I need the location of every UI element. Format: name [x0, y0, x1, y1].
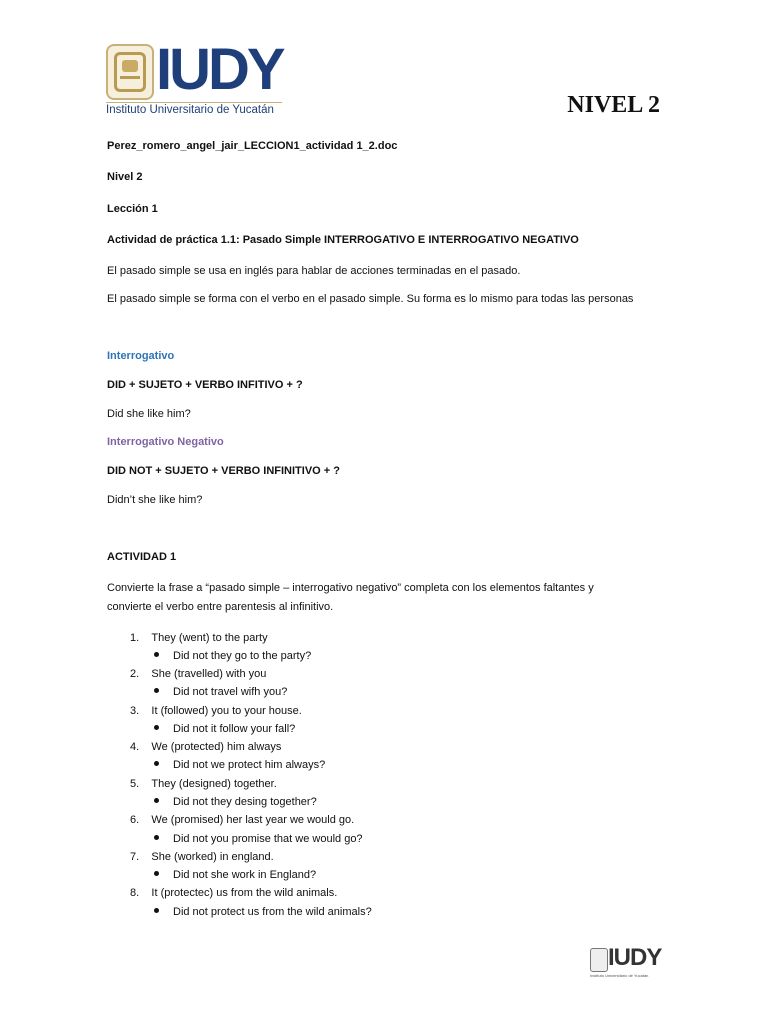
bullet-icon [154, 908, 159, 913]
actividad-instructions-1: Convierte la frase a “pasado simple – interrogativo negativo” completa con los elementos faltantes y [107, 582, 594, 594]
bullet-icon [154, 652, 159, 657]
list-item: 6. We (promised) her last year we would go. [130, 814, 355, 826]
list-item: 5. They (designed) together. [130, 778, 277, 790]
filename: Perez_romero_angel_jair_LECCION1_actividad 1_2.doc [107, 140, 398, 152]
list-item: 4. We (protected) him always [130, 741, 282, 753]
list-answer: Did not they go to the party? [154, 649, 311, 663]
item-sentence: They (went) to the party [151, 632, 268, 644]
list-answer: Did not they desing together? [154, 795, 317, 809]
bullet-icon [154, 761, 159, 766]
interrogativo-formula: DID + SUJETO + VERBO INFITIVO + ? [107, 379, 303, 391]
list-answer: Did not travel wifh you? [154, 685, 287, 699]
actividad-instructions-2: convierte el verbo entre parentesis al infinitivo. [107, 601, 334, 613]
logo-divider [106, 102, 282, 103]
nivel-label: Nivel 2 [107, 171, 143, 183]
negativo-formula: DID NOT + SUJETO + VERBO INFINITIVO + ? [107, 465, 340, 477]
item-sentence: We (promised) her last year we would go. [151, 814, 355, 826]
level-heading: NIVEL 2 [567, 92, 660, 118]
list-item: 3. It (followed) you to your house. [130, 705, 302, 717]
negativo-heading: Interrogativo Negativo [107, 436, 224, 448]
item-sentence: We (protected) him always [151, 741, 282, 753]
iudy-emblem-icon [590, 948, 608, 972]
list-answer: Did not protect us from the wild animals? [154, 905, 372, 919]
list-item: 8. It (protectec) us from the wild animals. [130, 887, 338, 899]
activity-title: Actividad de práctica 1.1: Pasado Simple INTERROGATIVO E INTERROGATIVO NEGATIVO [107, 234, 579, 246]
logo-subtitle: Instituto Universitario de Yucatán [106, 104, 274, 116]
intro-paragraph-2: El pasado simple se forma con el verbo en el pasado simple. Su forma es lo mismo para todas las personas [107, 293, 634, 305]
list-item: 7. She (worked) in england. [130, 851, 274, 863]
list-item: 1. They (went) to the party [130, 632, 268, 644]
bullet-icon [154, 688, 159, 693]
list-answer: Did not she work in England? [154, 868, 316, 882]
item-sentence: It (protectec) us from the wild animals. [151, 887, 338, 899]
logo-wordmark: IUDY [156, 37, 283, 102]
bullet-icon [154, 835, 159, 840]
footer-subtitle: Instituto Universitario de Yucatán [590, 973, 649, 978]
item-sentence: It (followed) you to your house. [151, 705, 302, 717]
interrogativo-heading: Interrogativo [107, 350, 175, 362]
bullet-icon [154, 725, 159, 730]
item-sentence: She (worked) in england. [151, 851, 274, 863]
item-sentence: They (designed) together. [151, 778, 277, 790]
leccion-label: Lección 1 [107, 203, 158, 215]
intro-paragraph-1: El pasado simple se usa en inglés para hablar de acciones terminadas en el pasado. [107, 265, 521, 277]
footer-wordmark: IUDY [608, 944, 662, 971]
footer-logo [590, 946, 662, 980]
interrogativo-example: Did she like him? [107, 408, 191, 420]
iudy-emblem-icon [106, 44, 154, 100]
item-sentence: She (travelled) with you [151, 668, 267, 680]
list-item: 2. She (travelled) with you [130, 668, 267, 680]
list-answer: Did not it follow your fall? [154, 722, 295, 736]
list-answer: Did not we protect him always? [154, 758, 325, 772]
bullet-icon [154, 798, 159, 803]
list-answer: Did not you promise that we would go? [154, 832, 363, 846]
negativo-example: Didn’t she like him? [107, 494, 203, 506]
iudy-logo [106, 37, 286, 120]
bullet-icon [154, 871, 159, 876]
actividad-heading: ACTIVIDAD 1 [107, 551, 177, 563]
